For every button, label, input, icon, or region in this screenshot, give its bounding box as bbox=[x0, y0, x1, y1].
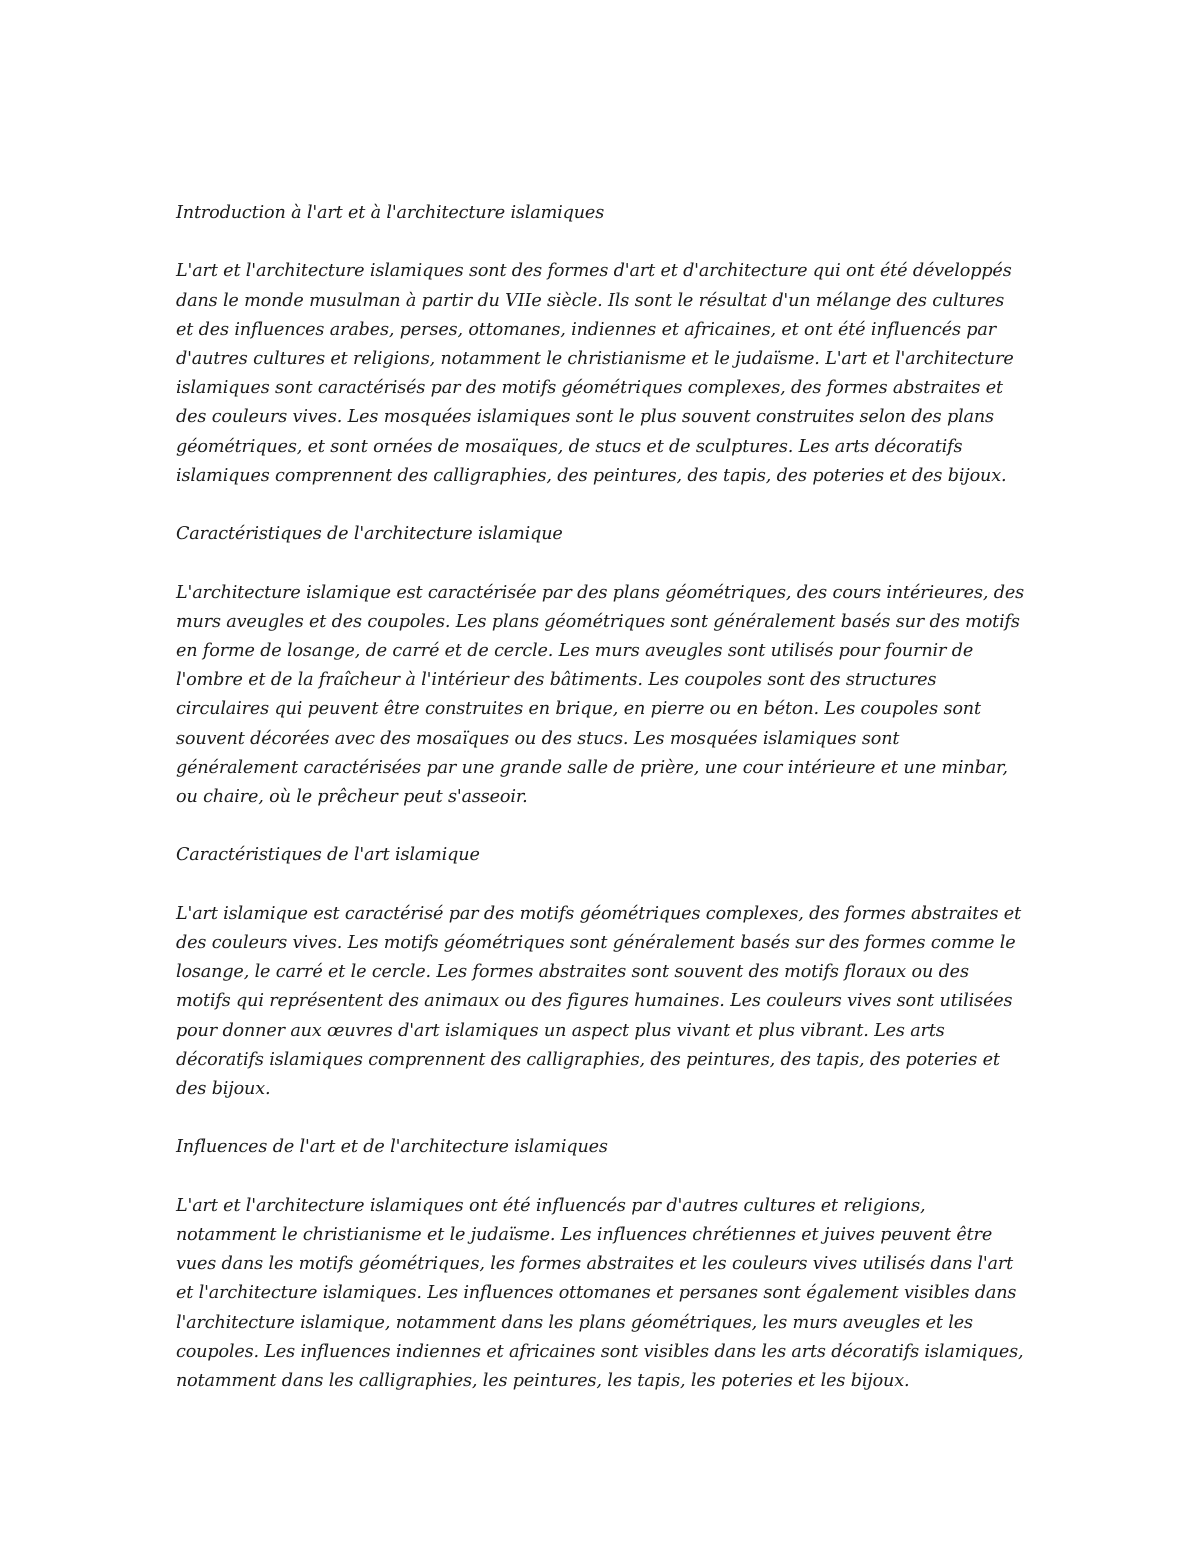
section-paragraph-art: L'art islamique est caractérisé par des motifs géométriques complexes, des formes abstraites et des couleurs vives. Les motifs géométriques sont généralement basés sur des formes comme le losange, le carré et le cercle. Les formes abstraites sont souvent des motifs floraux ou des motifs qui représentent des animaux ou des figures humaines. Les couleurs vives sont utilisées pour donner aux œuvres d'art islamiques un aspect plus vivant et plus vibrant. Les arts décoratifs islamiques comprennent des calligraphies, des peintures, des tapis, des poteries et des bijoux. bbox=[176, 903, 1021, 1100]
section-heading-introduction: Introduction à l'art et à l'architecture islamiques bbox=[176, 203, 605, 223]
section-paragraph-introduction: L'art et l'architecture islamiques sont des formes d'art et d'architecture qui ont été développés dans le monde musulman à partir du VIIe siècle. Ils sont le résultat d'un mélange des cultures et des influences arabes, perses, ottomanes, indiennes et africaines, et ont été influencés par d'autres cultures et religions, notamment le christianisme et le judaïsme. L'art et l'architecture islamiques sont caractérisés par des motifs géométriques complexes, des formes abstraites et des couleurs vives. Les mosquées islamiques sont le plus souvent construites selon des plans géométriques, et sont ornées de mosaïques, de stucs et de sculptures. Les arts décoratifs islamiques comprennent des calligraphies, des peintures, des tapis, des poteries et des bijoux. bbox=[176, 261, 1014, 486]
document-body bbox=[176, 199, 1026, 1425]
section-heading-art: Caractéristiques de l'art islamique bbox=[176, 845, 480, 866]
section-heading-architecture: Caractéristiques de l'architecture islamique bbox=[176, 524, 563, 545]
section-heading-influences: Influences de l'art et de l'architecture islamiques bbox=[176, 1137, 608, 1158]
section-paragraph-architecture: L'architecture islamique est caractérisée par des plans géométriques, des cours intérieures, des murs aveugles et des coupoles. Les plans géométriques sont généralement basés sur des motifs en forme de losange, de carré et de cercle. Les murs aveugles sont utilisés pour fournir de l'ombre et de la fraîcheur à l'intérieur des bâtiments. Les coupoles sont des structures circulaires qui peuvent être construites en brique, en pierre ou en béton. Les coupoles sont souvent décorées avec des mosaïques ou des stucs. Les mosquées islamiques sont généralement caractérisées par une grande salle de prière, une cour intérieure et une minbar, ou chaire, où le prêcheur peut s'asseoir. bbox=[176, 582, 1024, 808]
section-paragraph-influences: L'art et l'architecture islamiques ont été influencés par d'autres cultures et religions, notamment le christianisme et le judaïsme. Les influences chrétiennes et juives peuvent être vues dans les motifs géométriques, les formes abstraites et les couleurs vives utilisés dans l'art et l'architecture islamiques. Les influences ottomanes et persanes sont également visibles dans l'architecture islamique, notamment dans les plans géométriques, les murs aveugles et les coupoles. Les influences indiennes et africaines sont visibles dans les arts décoratifs islamiques, notamment dans les calligraphies, les peintures, les tapis, les poteries et les bijoux. bbox=[176, 1195, 1024, 1392]
